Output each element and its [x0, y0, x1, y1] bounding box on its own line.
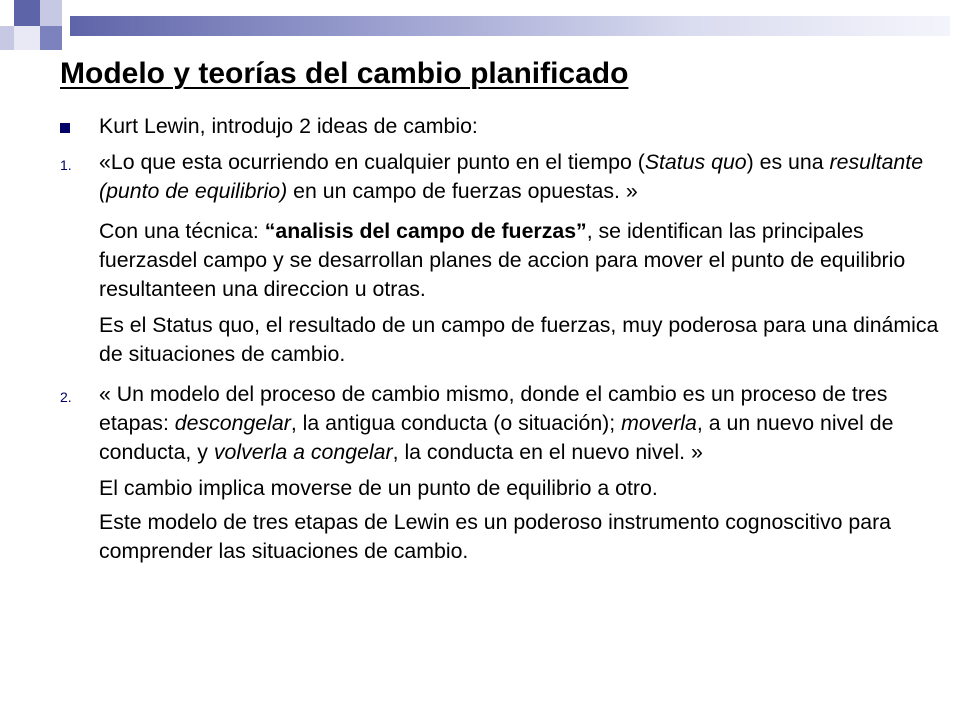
- item-text: « Un modelo del proceso de cambio mismo, donde el cambio es un proceso de tres etapas: descongelar, la antigua conducta (o situación); moverla, a un nuevo nivel de conducta, y volverla a congelar, la conducta en el nuevo nivel. »: [99, 382, 894, 464]
- bullet-text: Kurt Lewin, introdujo 2 ideas de cambio:: [99, 114, 478, 138]
- paragraph-modelo: Este modelo de tres etapas de Lewin es un poderoso instrumento cognoscitivo para comprender las situaciones de cambio.: [99, 510, 892, 563]
- numbered-item-2: [60, 380, 940, 467]
- paragraph-cambio: El cambio implica moverse de un punto de equilibrio a otro.: [99, 476, 658, 500]
- header-gradient-bar: [70, 16, 950, 36]
- numbered-item-1: [60, 148, 940, 206]
- paragraph-tecnica: Con una técnica: “analisis del campo de fuerzas”, se identifican las principales fuerzasdel campo y se desarrollan planes de accion para mover el punto de equilibrio resultanteen una direccion u otras.: [99, 219, 906, 301]
- slide-title: Modelo y teorías del cambio planificado: [60, 57, 629, 90]
- decor-square-pale: [14, 26, 40, 50]
- square-bullet-icon: [60, 123, 70, 133]
- bullet-item: [60, 112, 940, 141]
- item-number: 1.: [60, 157, 72, 173]
- decor-square-dark: [40, 26, 62, 50]
- decor-square-light: [0, 26, 14, 50]
- item-text: «Lo que esta ocurriendo en cualquier punto en el tiempo (Status quo) es una resultante (punto de equilibrio) en un campo de fuerzas opuestas. »: [99, 150, 924, 203]
- paragraph-status-quo: Es el Status quo, el resultado de un campo de fuerzas, muy poderosa para una dinámica de situaciones de cambio.: [99, 313, 939, 366]
- decor-square-dark: [14, 0, 40, 26]
- item-number: 2.: [60, 389, 72, 405]
- slide-body: [60, 112, 940, 566]
- decor-square-light: [40, 0, 62, 26]
